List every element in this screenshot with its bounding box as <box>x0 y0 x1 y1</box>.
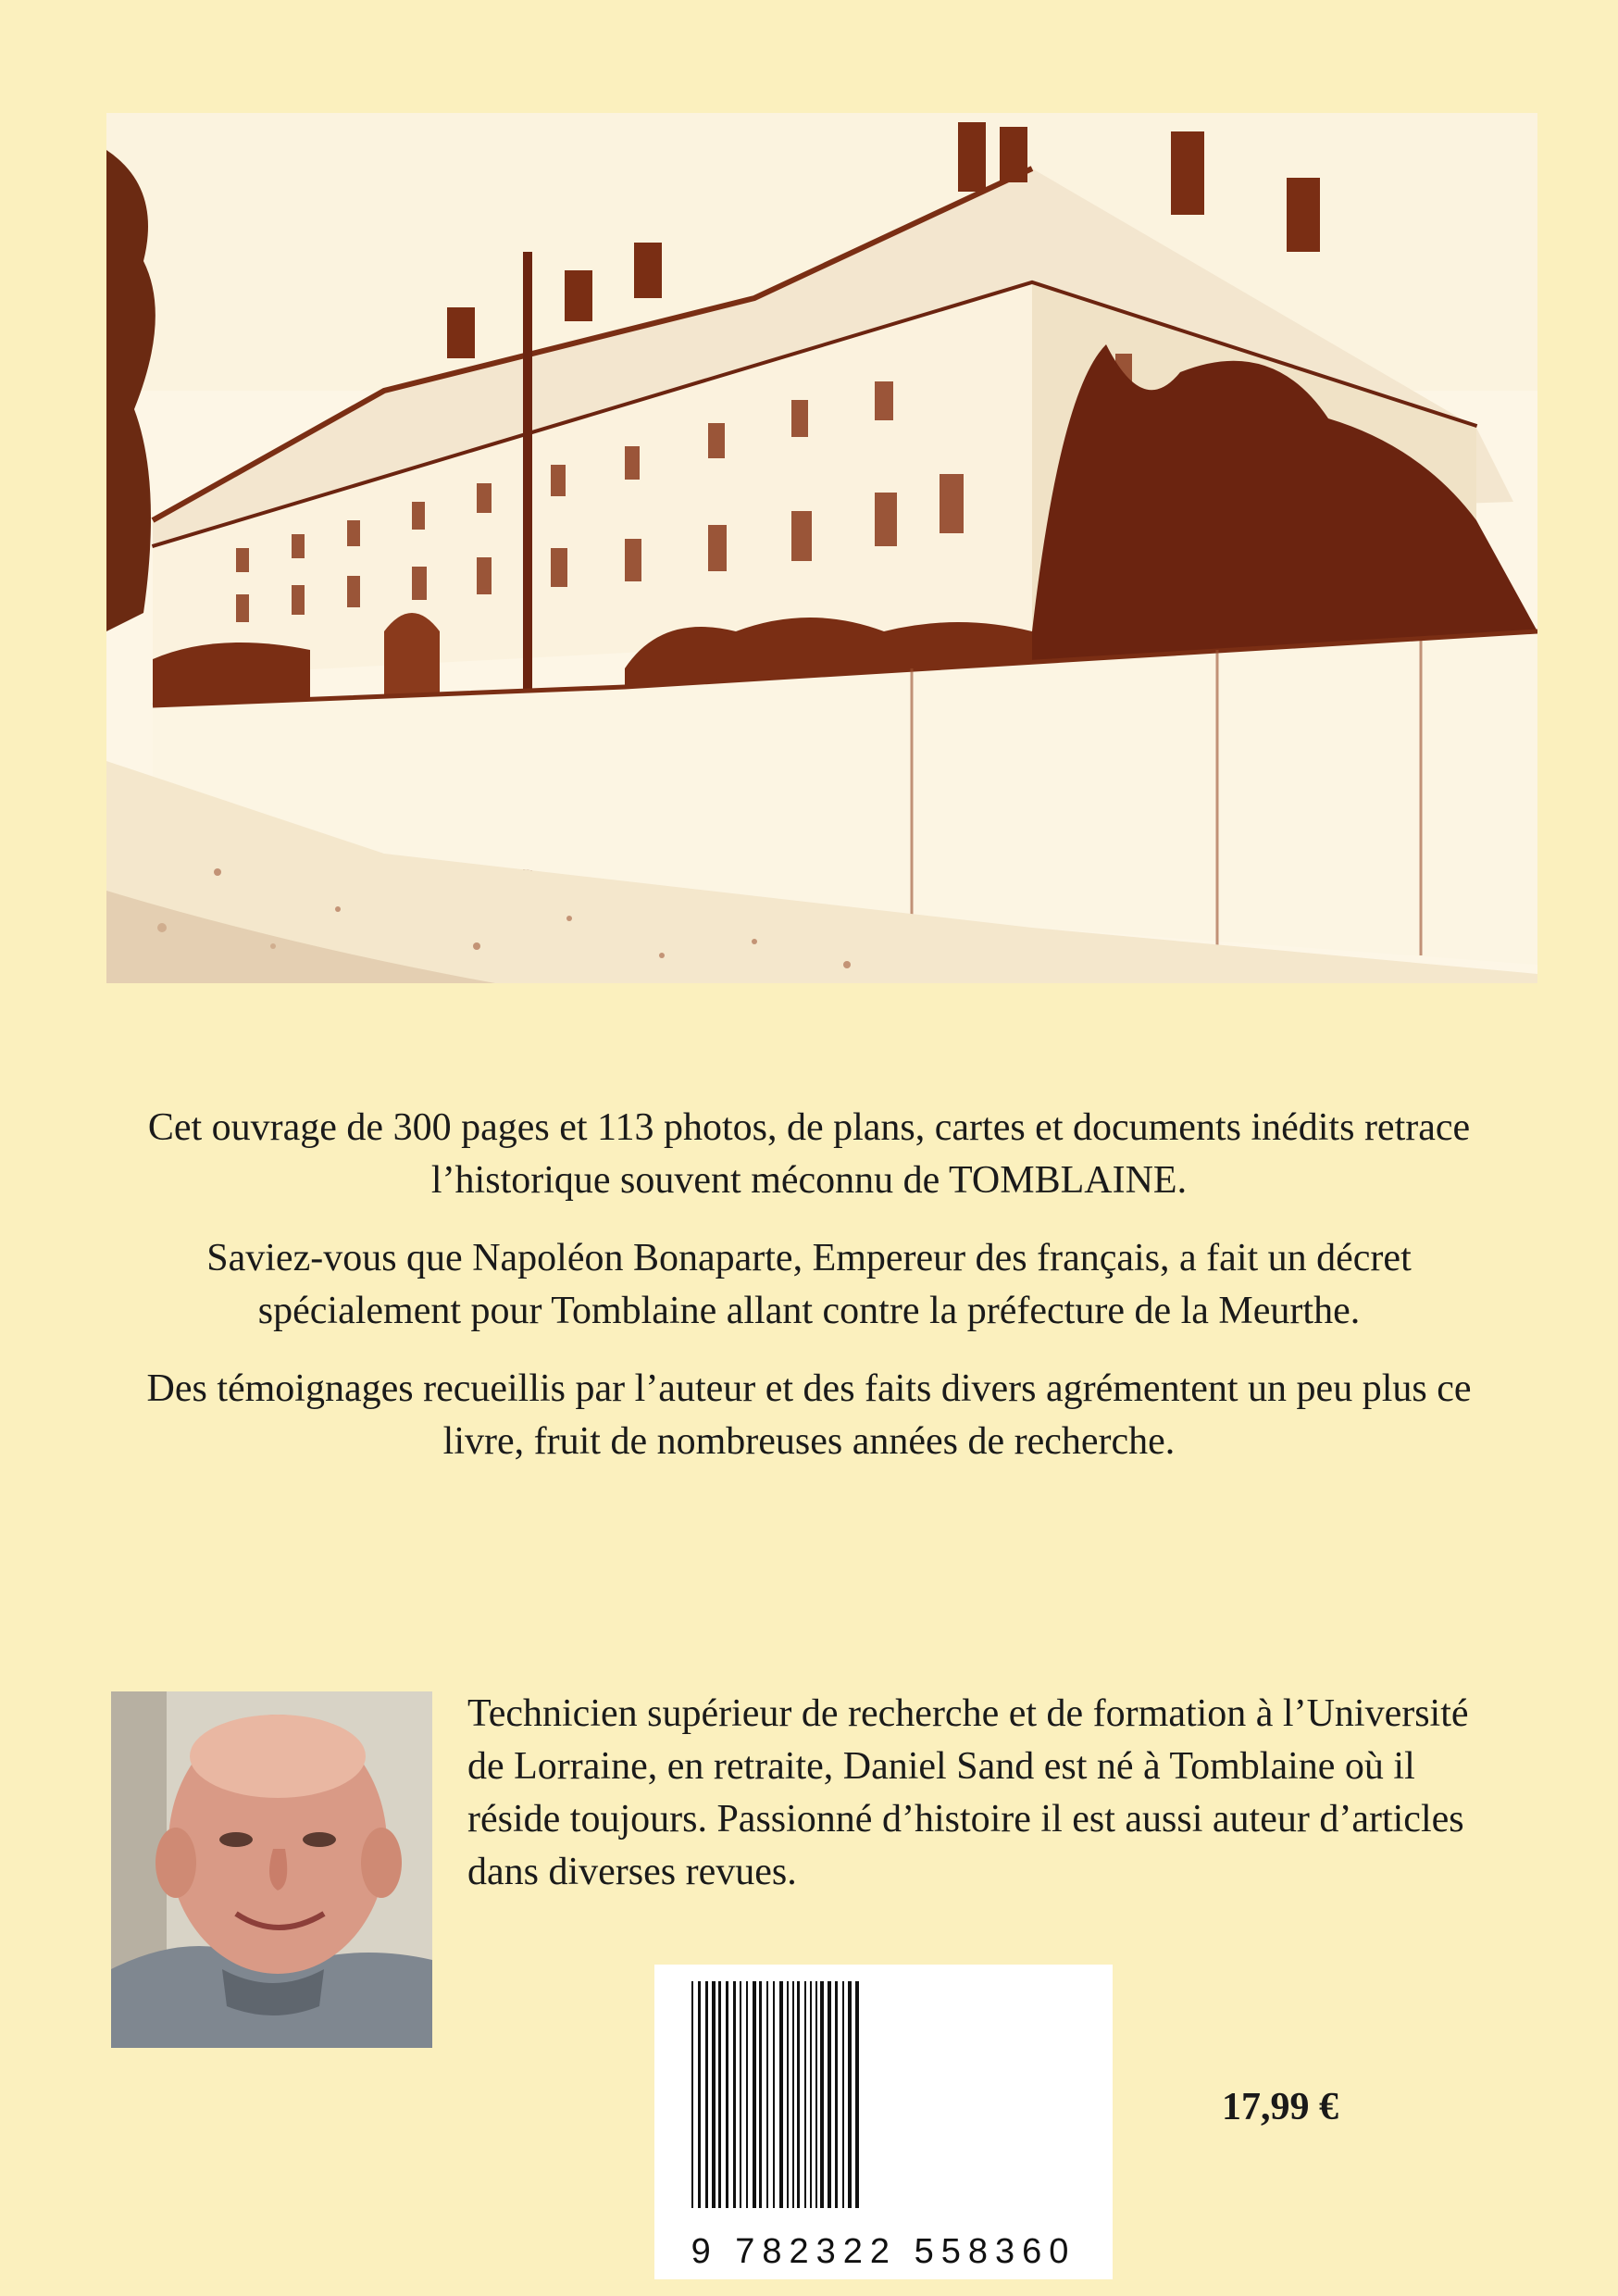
isbn-digits: 9 782322 558360 <box>691 2232 1077 2271</box>
blurb-paragraph-2: Saviez-vous que Napoléon Bonaparte, Empereur des français, a fait un décret spécialement pour Tomblaine allant contre la préfecture de la Meurthe. <box>206 1237 1412 1332</box>
blurb-paragraph-3: Des témoignages recueillis par l’auteur et des faits divers agrémentent un peu plus ce livre, fruit de nombreuses années de recherche. <box>146 1367 1472 1463</box>
author-portrait-image <box>111 1691 432 2048</box>
barcode-bar <box>804 1981 806 2208</box>
barcode-bar <box>815 1981 817 2208</box>
barcode-bar <box>797 1981 800 2208</box>
barcode-bar <box>787 1981 789 2208</box>
barcode-bar <box>759 1981 762 2208</box>
barcode-bar <box>753 1981 756 2208</box>
building-illustration <box>106 113 1537 983</box>
barcode-bar <box>820 1981 824 2208</box>
barcode-bar <box>773 1981 775 2208</box>
barcode-bar <box>828 1981 831 2208</box>
barcode-bar <box>726 1981 728 2208</box>
price: 17,99 € <box>1222 2086 1338 2128</box>
barcode-bar <box>718 1981 721 2208</box>
barcode-bar <box>855 1981 859 2208</box>
barcode-bar <box>779 1981 783 2208</box>
barcode-bar <box>712 1981 716 2208</box>
barcode-bar <box>835 1981 838 2208</box>
barcode-bar <box>792 1981 794 2208</box>
author-bio: Technicien supérieur de recherche et de formation à l’Université de Lorraine, en retraite, Daniel Sand est né à Tomblaine où il réside toujours. Passionné d’histoire il est aussi auteur d’articles dans diverses revues. <box>467 1692 1469 1893</box>
barcode-bar <box>766 1981 768 2208</box>
barcode-bar <box>746 1981 748 2208</box>
isbn-barcode <box>654 1965 1113 2279</box>
barcode-bar <box>848 1981 852 2208</box>
barcode-bar <box>810 1981 812 2208</box>
barcode-bar <box>698 1981 701 2208</box>
blurb-paragraph-1: Cet ouvrage de 300 pages et 113 photos, de plans, cartes et documents inédits retrace l’historique souvent méconnu de TOMBLAINE. <box>147 1106 1471 1202</box>
barcode-bar <box>691 1981 693 2208</box>
barcode-bar <box>740 1981 741 2208</box>
cover-photo <box>106 113 1537 983</box>
barcode-bar <box>842 1981 844 2208</box>
back-cover-blurb <box>139 1102 1479 1493</box>
author-portrait <box>111 1691 432 2048</box>
barcode-bar <box>733 1981 736 2208</box>
barcode-bar <box>705 1981 708 2208</box>
